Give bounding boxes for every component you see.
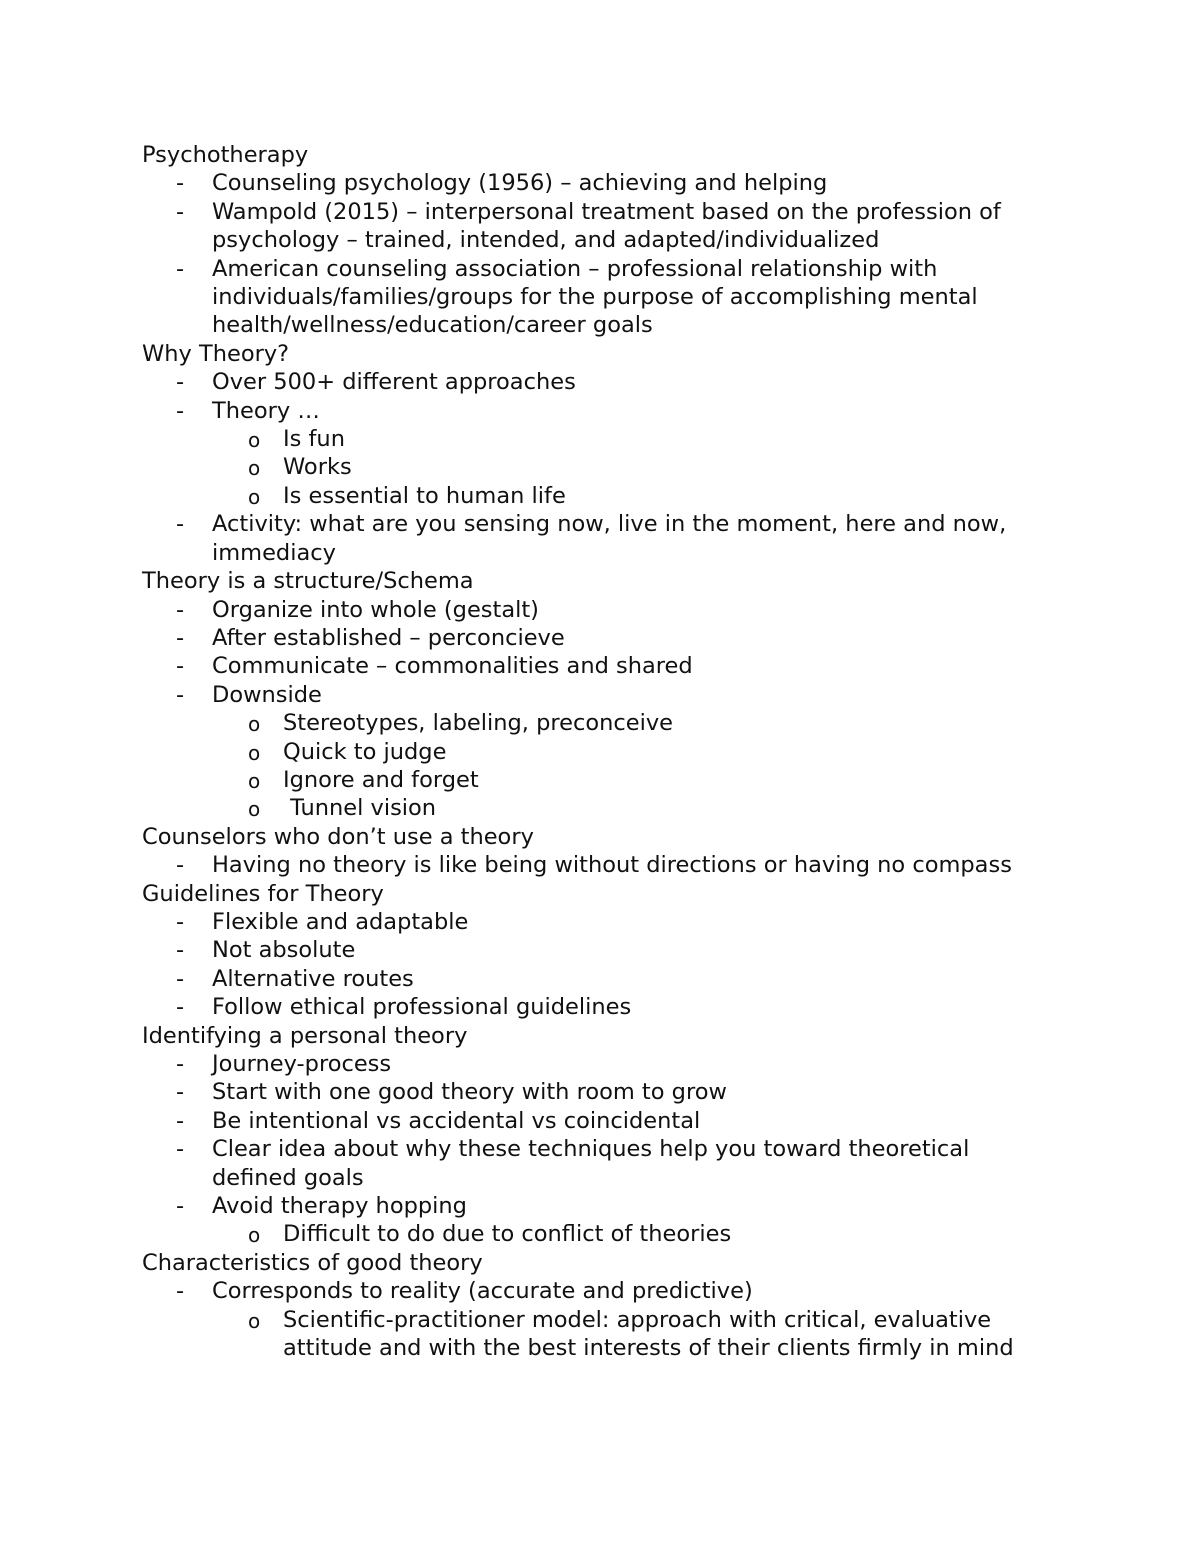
section-heading: Psychotherapy bbox=[142, 142, 309, 168]
sub-bullet-marker: o bbox=[248, 1308, 261, 1333]
list-item-text: Follow ethical professional guidelines bbox=[212, 994, 632, 1021]
sub-list-item bbox=[142, 482, 1142, 510]
sub-list-item bbox=[142, 425, 1142, 453]
bullet-marker: - bbox=[176, 369, 185, 396]
sub-list-item-text: Ignore and forget bbox=[283, 766, 479, 793]
list-item bbox=[142, 1277, 1142, 1305]
section-heading: Counselors who don’t use a theory bbox=[142, 823, 534, 850]
sub-list-item-text: Stereotypes, labeling, preconceive bbox=[283, 710, 674, 737]
list-item-text: Flexible and adaptable bbox=[212, 908, 469, 935]
list-item-text: After established – perconcieve bbox=[212, 624, 565, 651]
list-item bbox=[142, 936, 1142, 964]
section-heading: Theory is a structure/Schema bbox=[142, 568, 474, 595]
sub-list-item-text: Is essential to human life bbox=[283, 482, 566, 509]
sub-list-item-continuation: attitude and with the best interests of their clients firmly in mind bbox=[283, 1335, 1014, 1362]
list-item-text: Be intentional vs accidental vs coincidental bbox=[212, 1107, 701, 1134]
sub-bullet-marker: o bbox=[248, 1223, 261, 1248]
bullet-marker: - bbox=[176, 653, 185, 680]
sub-bullet-marker: o bbox=[248, 797, 261, 822]
document-section bbox=[142, 880, 1142, 1022]
bullet-marker: - bbox=[176, 1278, 185, 1305]
list-item bbox=[142, 198, 1142, 226]
list-item bbox=[142, 397, 1142, 425]
list-item bbox=[142, 510, 1142, 538]
bullet-marker: - bbox=[176, 1136, 185, 1163]
list-item bbox=[142, 681, 1142, 709]
sub-bullet-marker: o bbox=[248, 712, 261, 737]
list-item bbox=[142, 1192, 1142, 1220]
bullet-marker: - bbox=[176, 994, 185, 1021]
sub-list-item bbox=[142, 453, 1142, 481]
bullet-marker: - bbox=[176, 1079, 185, 1106]
list-item bbox=[142, 1050, 1142, 1078]
list-item-text: Activity: what are you sensing now, live in the moment, here and now, bbox=[212, 511, 1007, 538]
list-item-continuation: health/wellness/education/career goals bbox=[212, 312, 653, 339]
list-item-text: Not absolute bbox=[212, 937, 356, 964]
document-section bbox=[142, 567, 1142, 823]
sub-bullet-marker: o bbox=[248, 740, 261, 765]
list-item-text: Wampold (2015) – interpersonal treatment based on the profession of bbox=[212, 198, 1001, 225]
list-item-continuation: immediacy bbox=[212, 539, 336, 566]
list-item bbox=[142, 993, 1142, 1021]
sub-list-item bbox=[142, 709, 1142, 737]
sub-list-item-text: Tunnel vision bbox=[283, 795, 437, 822]
bullet-marker: - bbox=[176, 511, 185, 538]
list-item bbox=[142, 368, 1142, 396]
bullet-marker: - bbox=[176, 255, 185, 282]
list-item-text: Avoid therapy hopping bbox=[212, 1193, 467, 1220]
sub-bullet-marker: o bbox=[248, 428, 261, 453]
bullet-marker: - bbox=[176, 852, 185, 879]
list-item-text: Theory … bbox=[212, 397, 320, 424]
sub-list-item bbox=[142, 794, 1142, 822]
sub-list-item-text: Works bbox=[283, 454, 352, 481]
bullet-marker: - bbox=[176, 624, 185, 651]
document-body bbox=[142, 141, 1142, 1362]
bullet-marker: - bbox=[176, 1107, 185, 1134]
list-item-text: Alternative routes bbox=[212, 965, 414, 992]
list-item bbox=[142, 624, 1142, 652]
document-section bbox=[142, 1022, 1142, 1249]
bullet-marker: - bbox=[176, 198, 185, 225]
list-item-text: Over 500+ different approaches bbox=[212, 369, 576, 396]
bullet-marker: - bbox=[176, 397, 185, 424]
sub-list-item bbox=[142, 738, 1142, 766]
list-item-text: Corresponds to reality (accurate and predictive) bbox=[212, 1278, 753, 1305]
bullet-marker: - bbox=[176, 1051, 185, 1077]
sub-list-item bbox=[142, 1306, 1142, 1334]
sub-list-item bbox=[142, 766, 1142, 794]
list-item bbox=[142, 652, 1142, 680]
list-item-continuation: individuals/families/groups for the purpose of accomplishing mental bbox=[212, 284, 978, 311]
bullet-marker: - bbox=[176, 908, 185, 935]
section-heading: Identifying a personal theory bbox=[142, 1022, 468, 1049]
document-section bbox=[142, 340, 1142, 567]
list-item-continuation: psychology – trained, intended, and adapted/individualized bbox=[212, 227, 880, 254]
bullet-marker: - bbox=[176, 596, 185, 623]
list-item bbox=[142, 169, 1142, 197]
list-item bbox=[142, 908, 1142, 936]
list-item-text: Journey-process bbox=[212, 1051, 392, 1077]
bullet-marker: - bbox=[176, 170, 185, 197]
sub-bullet-marker: o bbox=[248, 456, 261, 481]
bullet-marker: - bbox=[176, 965, 185, 992]
list-item-text: American counseling association – professional relationship with bbox=[212, 255, 938, 282]
sub-bullet-marker: o bbox=[248, 484, 261, 509]
list-item-text: Counseling psychology (1956) – achieving and helping bbox=[212, 170, 828, 197]
sub-bullet-marker: o bbox=[248, 768, 261, 793]
list-item-text: Downside bbox=[212, 681, 322, 708]
document-section bbox=[142, 1249, 1142, 1363]
section-heading: Characteristics of good theory bbox=[142, 1249, 483, 1276]
bullet-marker: - bbox=[176, 1193, 185, 1220]
list-item bbox=[142, 255, 1142, 283]
section-heading: Guidelines for Theory bbox=[142, 880, 384, 907]
list-item bbox=[142, 1107, 1142, 1135]
list-item bbox=[142, 851, 1142, 879]
list-item bbox=[142, 1135, 1142, 1163]
sub-list-item bbox=[142, 1220, 1142, 1248]
sub-list-item-text: Difficult to do due to conflict of theories bbox=[283, 1221, 732, 1248]
list-item bbox=[142, 965, 1142, 993]
list-item-text: Having no theory is like being without directions or having no compass bbox=[212, 852, 1012, 879]
list-item-text: Start with one good theory with room to grow bbox=[212, 1079, 727, 1106]
list-item-text: Clear idea about why these techniques help you toward theoretical bbox=[212, 1136, 970, 1163]
list-item-text: Organize into whole (gestalt) bbox=[212, 596, 539, 623]
list-item bbox=[142, 1078, 1142, 1106]
bullet-marker: - bbox=[176, 681, 185, 708]
bullet-marker: - bbox=[176, 937, 185, 964]
list-item-text: Communicate – commonalities and shared bbox=[212, 653, 693, 680]
sub-list-item-text: Quick to judge bbox=[283, 738, 447, 765]
document-section bbox=[142, 823, 1142, 880]
list-item-continuation: defined goals bbox=[212, 1164, 364, 1191]
list-item bbox=[142, 596, 1142, 624]
sub-list-item-text: Is fun bbox=[283, 426, 345, 453]
document-section bbox=[142, 141, 1142, 340]
section-heading: Why Theory? bbox=[142, 340, 290, 367]
sub-list-item-text: Scientific-practitioner model: approach with critical, evaluative bbox=[283, 1306, 992, 1333]
